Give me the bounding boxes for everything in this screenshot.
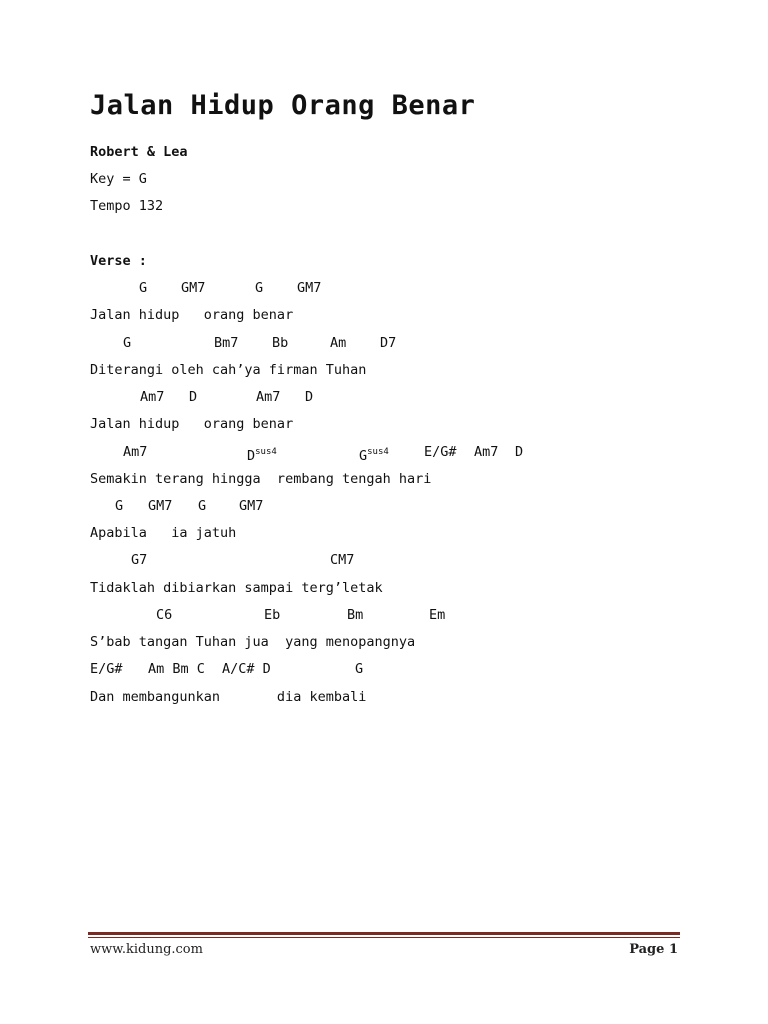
footer-divider <box>88 932 680 935</box>
chord: E/G# <box>90 661 123 677</box>
tempo: Tempo 132 <box>90 198 164 214</box>
chord: G <box>198 498 207 514</box>
chord: D <box>189 389 198 405</box>
chord: CM7 <box>330 552 355 568</box>
page-number: Page 1 <box>629 942 678 957</box>
chord: G <box>355 661 364 677</box>
chord: GM7 <box>239 498 264 514</box>
chord-root: G <box>359 448 368 464</box>
lyric-line-8: Dan membangunkan dia kembali <box>90 689 367 705</box>
chord: D <box>305 389 314 405</box>
chord-suffix: sus4 <box>255 447 277 457</box>
footer-divider-thin <box>88 937 680 938</box>
chord <box>359 444 389 464</box>
lyric-line-1: Jalan hidup orang benar <box>90 307 294 323</box>
artist: Robert & Lea <box>90 144 188 160</box>
lyric-line-6: Tidaklah dibiarkan sampai terg’letak <box>90 580 383 596</box>
chord: Am7 <box>256 389 281 405</box>
chord: Bm <box>347 607 364 623</box>
chord: GM7 <box>297 280 322 296</box>
chord: G <box>255 280 264 296</box>
chord: Am7 <box>474 444 499 460</box>
chord: Am7 <box>140 389 165 405</box>
lyric-line-3: Jalan hidup orang benar <box>90 416 294 432</box>
song-title: Jalan Hidup Orang Benar <box>90 90 476 121</box>
chord: GM7 <box>148 498 173 514</box>
chord: Bm7 <box>214 335 239 351</box>
chord: Am <box>330 335 347 351</box>
chord: G <box>115 498 124 514</box>
chord: D7 <box>380 335 397 351</box>
chord: C6 <box>156 607 173 623</box>
key: Key = G <box>90 171 147 187</box>
chord-root: D <box>247 448 256 464</box>
lyric-line-2: Diterangi oleh cah’ya firman Tuhan <box>90 362 367 378</box>
chord: Am7 <box>123 444 148 460</box>
chord: D <box>515 444 524 460</box>
chord: E/G# <box>424 444 457 460</box>
chord: G <box>123 335 132 351</box>
section-label: Verse : <box>90 253 147 269</box>
lyric-line-5: Apabila ia jatuh <box>90 525 237 541</box>
chord: Am Bm C <box>148 661 205 677</box>
lyric-line-7: S’bab tangan Tuhan jua yang menopangnya <box>90 634 416 650</box>
footer-site: www.kidung.com <box>90 942 203 957</box>
chord <box>247 444 277 464</box>
chord: Bb <box>272 335 289 351</box>
chord: G7 <box>131 552 148 568</box>
chord-suffix: sus4 <box>367 447 389 457</box>
chord: G <box>139 280 148 296</box>
chord: A/C# D <box>222 661 271 677</box>
chord: GM7 <box>181 280 206 296</box>
chord: Eb <box>264 607 281 623</box>
lyric-line-4: Semakin terang hingga rembang tengah hari <box>90 471 432 487</box>
chord: Em <box>429 607 446 623</box>
